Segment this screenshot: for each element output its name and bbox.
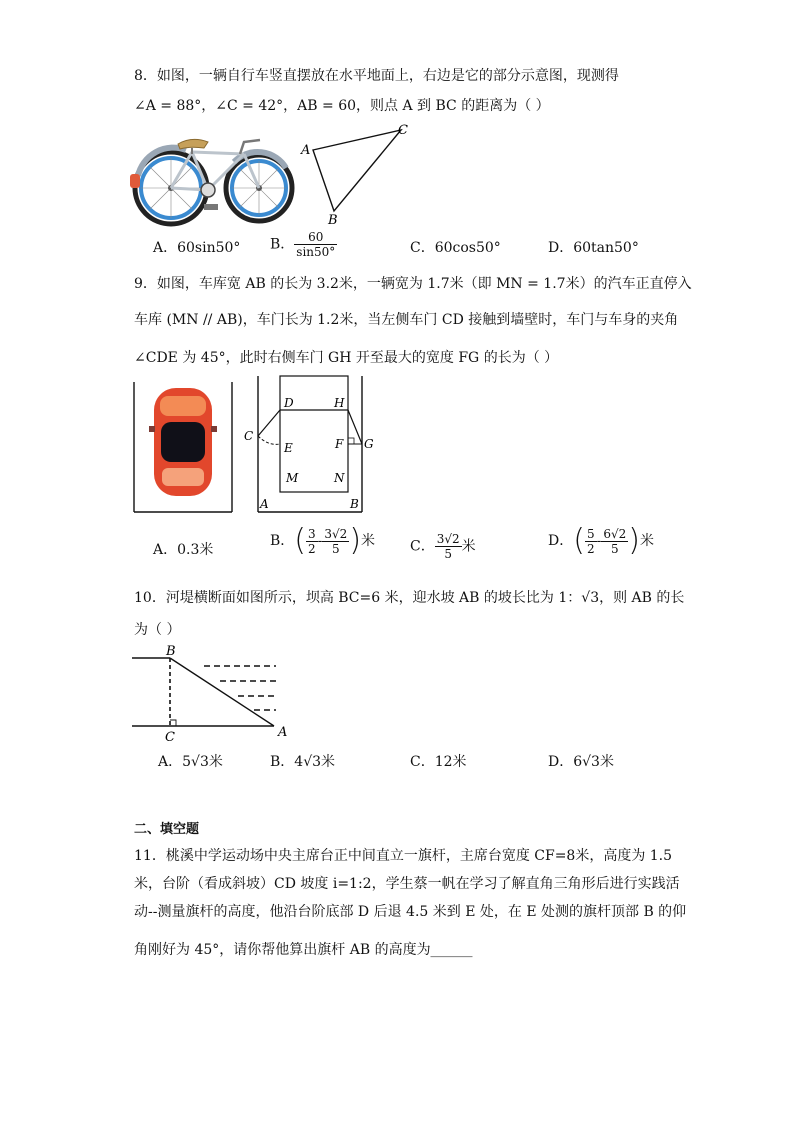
q10-option-d[interactable]: D．6√3米 xyxy=(548,754,614,770)
q8-option-b-prefix: B． xyxy=(270,236,295,253)
q11-text-line1: 11．桃溪中学运动场中央主席台正中间直立一旗杆，主席台宽度 CF=8米，高度为 1.5 xyxy=(134,848,673,864)
label-c: C xyxy=(244,429,254,443)
q9-option-b-frac1: $\frac{3}{2}$ xyxy=(308,526,316,556)
label-c: C xyxy=(398,123,408,138)
label-b: B xyxy=(166,644,176,659)
label-a: A xyxy=(301,143,311,158)
q8-option-b[interactable] xyxy=(270,230,337,259)
q8-option-a[interactable]: A．60sin50° xyxy=(153,240,241,256)
q10-option-c[interactable]: C．12米 xyxy=(410,754,467,770)
q11-text-line2: 米，台阶（看成斜坡）CD 坡度 i=1:2，学生蔡一帆在学习了解直角三角形后进行实践活 xyxy=(134,876,680,892)
car-garage-photo xyxy=(132,382,236,514)
label-a: A xyxy=(278,725,288,740)
q10-option-b[interactable]: B．4√3米 xyxy=(270,754,336,770)
q9-option-a[interactable]: A．0.3米 xyxy=(153,542,214,558)
section-title-fill-in: 二、填空题 xyxy=(134,822,200,837)
label-b: B xyxy=(350,497,359,511)
label-b: B xyxy=(328,213,338,228)
q9-option-b-frac2: $\frac{3√2}{5}$ xyxy=(324,526,348,556)
q9-option-d-minus: - xyxy=(596,533,602,549)
label-d: D xyxy=(284,396,294,410)
label-g: G xyxy=(364,437,374,451)
q9-option-d-frac1: $\frac{5}{2}$ xyxy=(586,526,595,556)
q9-option-b-minus: - xyxy=(317,533,323,549)
label-h: H xyxy=(334,396,345,410)
q9-option-c-unit: 米 xyxy=(461,538,476,555)
q9-text-line3: ∠CDE 为 45°，此时右侧车门 GH 开至最大的宽度 FG 的长为（ ） xyxy=(134,350,559,366)
label-e: E xyxy=(284,441,293,455)
garage-door-diagram xyxy=(240,372,380,516)
q9-option-c-prefix: C． xyxy=(410,538,435,555)
q9-text-line1: 9．如图，车库宽 AB 的长为 3.2米，一辆宽为 1.7米（即 MN = 1.7米）的汽车正直停入 xyxy=(134,276,692,292)
q9-option-d-prefix: D． xyxy=(548,533,574,549)
bicycle-illustration xyxy=(126,132,296,228)
q9-option-d[interactable]: D．( $\frac{5}{2}$ - $\frac{6√2}{5}$ )米 xyxy=(548,523,654,558)
q9-option-b[interactable]: B．( $\frac{3}{2}$ - $\frac{3√2}{5}$ )米 xyxy=(270,523,376,558)
label-m: M xyxy=(286,471,299,485)
q10-text-line1: 10．河堤横断面如图所示，坝高 BC=6 米，迎水坡 AB 的坡长比为 1：√3，则 AB 的长 xyxy=(134,590,685,606)
label-a: A xyxy=(260,497,269,511)
q9-option-b-prefix: B． xyxy=(270,533,295,549)
q10-option-a[interactable]: A．5√3米 xyxy=(158,754,223,770)
q9-option-c[interactable] xyxy=(410,532,476,561)
q11-text-line3: 动--测量旗杆的高度，他沿台阶底部 D 后退 4.5 米到 E 处，在 E 处测的旗杆顶部 B 的仰 xyxy=(134,904,687,920)
embankment-diagram xyxy=(130,644,300,744)
label-n: N xyxy=(334,471,345,485)
triangle-abc-figure xyxy=(298,118,418,228)
q9-option-d-frac2: $\frac{6√2}{5}$ xyxy=(603,526,627,556)
q10-text-line2: 为（ ） xyxy=(134,622,181,638)
q9-option-b-unit: 米 xyxy=(361,533,376,549)
label-f: F xyxy=(335,437,344,451)
label-c: C xyxy=(165,730,175,744)
q8-text-line1: 8．如图，一辆自行车竖直摆放在水平地面上，右边是它的部分示意图，现测得 xyxy=(134,68,619,84)
q11-text-line4: 角刚好为 45°，请你帮他算出旗杆 AB 的高度为______ xyxy=(134,942,473,958)
q9-option-c-frac: $\frac{3√2}{5}$ xyxy=(436,532,460,561)
q8-option-d[interactable]: D．60tan50° xyxy=(548,240,639,256)
q8-option-b-fraction: $\frac{60}{\sin 50^\circ}$ xyxy=(296,230,336,259)
q8-text-line2: ∠A = 88°，∠C = 42°，AB = 60，则点 A 到 BC 的距离为（ ） xyxy=(134,98,550,114)
q9-option-d-unit: 米 xyxy=(639,533,654,549)
q9-text-line2: 车库 (MN // AB)，车门长为 1.2米，当左侧车门 CD 接触到墙壁时，车门与车身的夹角 xyxy=(134,312,679,328)
q8-option-c[interactable]: C．60cos50° xyxy=(410,240,501,256)
